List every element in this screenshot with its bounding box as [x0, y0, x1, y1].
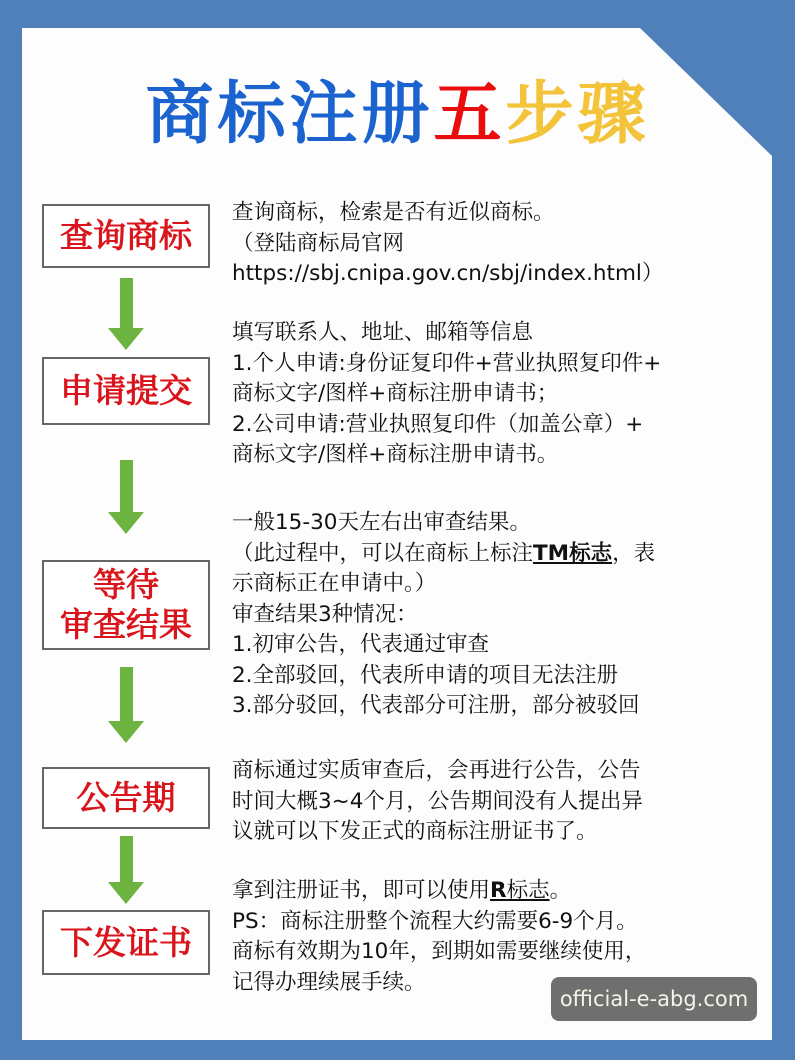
text-line: 审查结果3种情况： — [232, 601, 418, 627]
text-line: PS：商标注册整个流程大约需要6-9个月。 — [232, 908, 638, 934]
title-part-red: 五 — [433, 75, 506, 154]
text-segment: ，表 — [612, 540, 656, 566]
arrow-down-icon — [108, 460, 144, 534]
arrow-down-icon — [108, 667, 144, 743]
watermark: official-e-abg.com — [551, 977, 757, 1021]
r-mark-text: R — [490, 878, 507, 903]
step-4-label: 公告期 — [42, 767, 210, 829]
text-segment: 拿到注册证书，即可以使用 — [232, 878, 491, 903]
text-line: 一般15-30天左右出审查结果。 — [232, 510, 531, 535]
text-line — [232, 876, 646, 907]
arrow-down-icon — [108, 278, 144, 350]
text-line: 1.初审公告，代表通过审查 — [232, 632, 490, 657]
text-line: 1.个人申请:身份证复印件+营业执照复印件+ — [232, 350, 662, 376]
text-line: 商标文字/图样+商标注册申请书； — [232, 381, 559, 406]
website-url: https://sbj.cnipa.gov.cn/sbj/index.html） — [232, 261, 664, 286]
step-3-label — [42, 560, 210, 650]
text-segment: 标志 — [506, 878, 550, 903]
step-2-label: 申请提交 — [42, 357, 210, 425]
text-line: 商标有效期为10年，到期如需要继续使用， — [232, 939, 647, 964]
text-line: 3.部分驳回，代表部分可注册，部分被驳回 — [232, 693, 640, 718]
text-line: 填写联系人、地址、邮箱等信息 — [232, 320, 534, 345]
text-line — [232, 539, 655, 570]
text-line: 查询商标，检索是否有近似商标。 — [232, 200, 555, 225]
step-1-description — [232, 198, 663, 290]
text-line: 时间大概3~4个月，公告期间没有人提出异 — [232, 788, 643, 814]
text-line: 示商标正在申请中。） — [232, 571, 437, 596]
step-3-label-line: 等待 — [93, 565, 159, 604]
step-5-label: 下发证书 — [42, 910, 210, 975]
text-line: （登陆商标局官网 — [232, 230, 405, 256]
title-part-blue: 商标注册 — [145, 75, 434, 154]
tm-mark-text: TM标志 — [533, 540, 613, 566]
text-line: 商标文字/图样+商标注册申请书。 — [232, 442, 559, 467]
text-line: 记得办理续展手续。 — [232, 969, 426, 995]
step-3-label-line: 审查结果 — [60, 605, 192, 644]
text-line: 2.公司申请:营业执照复印件（加盖公章）+ — [232, 411, 644, 437]
step-1-label: 查询商标 — [42, 204, 210, 268]
text-line: 议就可以下发正式的商标注册证书了。 — [232, 819, 598, 844]
text-segment: 。 — [549, 878, 572, 903]
title-part-yellow: 步骤 — [505, 75, 650, 154]
text-segment: （此过程中，可以在商标上标注 — [232, 540, 534, 566]
step-2-description — [232, 318, 661, 471]
step-4-description — [232, 756, 643, 848]
page-title — [0, 60, 795, 157]
step-3-description — [232, 508, 655, 722]
text-line: 2.全部驳回，代表所申请的项目无法注册 — [232, 662, 619, 688]
arrow-down-icon — [108, 836, 144, 904]
text-line: 商标通过实质审查后，会再进行公告，公告 — [232, 758, 641, 783]
